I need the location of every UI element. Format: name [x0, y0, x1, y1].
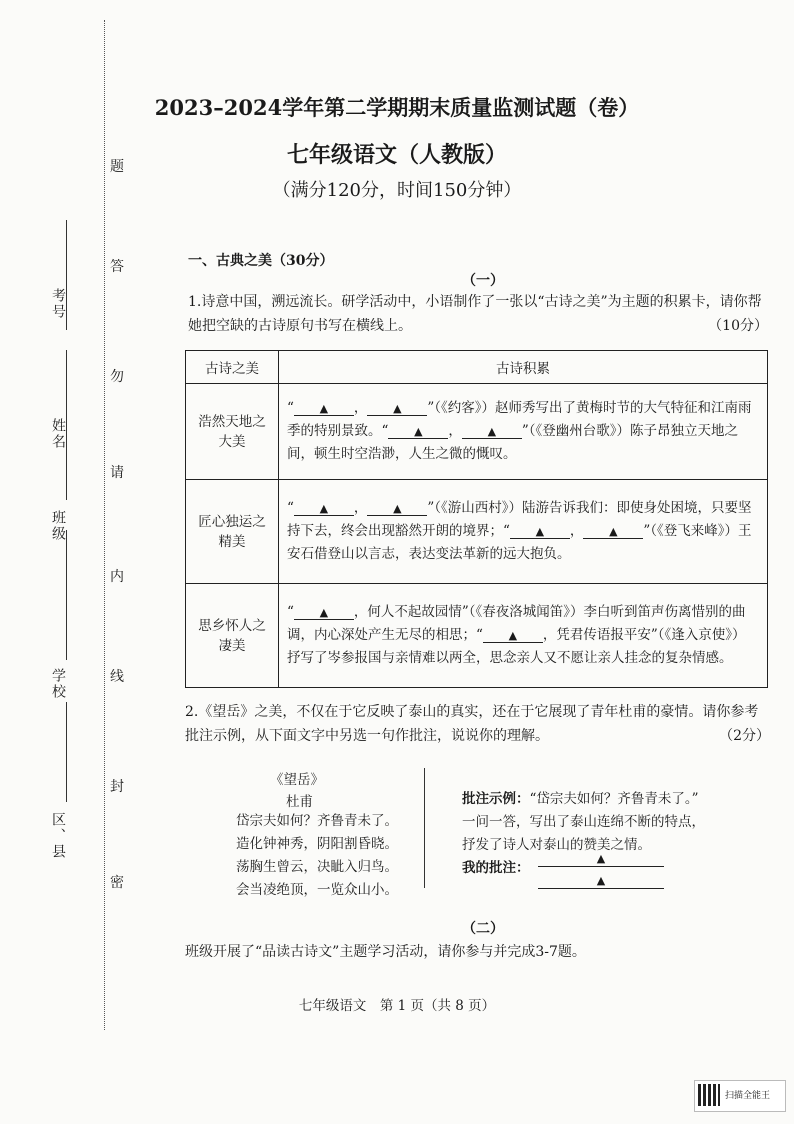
seal-char: 内	[110, 569, 124, 585]
seal-char: 题	[110, 159, 124, 175]
poem-title: 《望岳》	[270, 772, 324, 788]
poem-divider	[424, 768, 425, 888]
question-2-text: 2.《望岳》之美，不仅在于它反映了泰山的真实，还在于它展现了青年杜甫的豪情。请你参考批注示例，从下面文字中另选一句作批注，说说你的理解。	[185, 704, 759, 744]
poem-body	[236, 810, 398, 902]
text: ，	[353, 400, 368, 416]
part-label: （二）	[462, 921, 504, 937]
annotation-mine-label: 我的批注：	[462, 860, 530, 876]
row-category: 浩然天地之大美	[186, 384, 279, 480]
text: ，	[353, 500, 368, 516]
text: ，凭君传语报平安”（《逢入京使》）抒写了岑参报国与亲情难以两全，思念亲人又不愿让亲人挂念的复杂情感。	[287, 627, 746, 666]
annotation-example-label: 批注示例：	[462, 791, 530, 807]
text: ”（《约客》）赵师秀写出了黄梅时节的大气特征和江南雨季的特别景致。“	[287, 400, 752, 439]
text: ，何人不起故园情”（《春夜洛城闻笛》）李白听到笛声伤离惜别的曲调，内心深处产生无尽的相思；“	[287, 604, 746, 643]
exam-title: 2023–2024学年第二学期期末质量监测试题（卷）	[154, 95, 640, 120]
part-2-intro: 班级开展了“品读古诗文”主题学习活动，请你参与并完成3-7题。	[185, 944, 586, 960]
row-category: 思乡怀人之凄美	[186, 584, 279, 688]
answer-blank[interactable]: ▲	[462, 426, 522, 439]
answer-blank[interactable]: ▲	[294, 403, 354, 416]
question-2	[185, 700, 770, 748]
table-row	[186, 584, 768, 688]
qr-code-icon	[698, 1084, 720, 1106]
annotation-example-text: 一问一答，写出了泰山连绵不断的特点，	[462, 814, 705, 830]
table-header-row	[186, 351, 768, 384]
poem-author: 杜甫	[286, 794, 313, 810]
answer-blank[interactable]: ▲	[367, 403, 427, 416]
seal-char: 密	[110, 875, 124, 891]
binding-field-class: 班级	[50, 510, 66, 542]
question-2-score: （2分）	[719, 728, 770, 744]
answer-blank[interactable]: ▲	[294, 503, 354, 516]
answer-blank[interactable]: ▲	[510, 526, 570, 539]
poem-line: 荡胸生曾云，决眦入归鸟。	[236, 859, 398, 875]
seal-char: 封	[110, 779, 124, 795]
poem-line: 造化钟神秀，阴阳割昏晓。	[236, 836, 398, 852]
score-time: （满分120分，时间150分钟）	[272, 180, 522, 201]
table-row	[186, 480, 768, 584]
text: ，	[448, 423, 462, 439]
part-label: （一）	[462, 273, 504, 289]
row-category: 匠心独运之精美	[186, 480, 279, 584]
poetry-table	[185, 350, 768, 688]
binding-underline	[66, 530, 67, 660]
question-1-score: （10分）	[708, 318, 768, 334]
answer-blank[interactable]: ▲	[388, 426, 448, 439]
text: “	[287, 500, 294, 516]
binding-field-number: 考号	[50, 288, 66, 320]
seal-char: 线	[110, 669, 124, 685]
binding-dotted-line	[104, 20, 105, 1030]
row-content	[279, 480, 768, 584]
text: ”（《登飞来峰》）王安石借登山以言志，表达变法革新的远大抱负。	[287, 523, 752, 562]
question-1	[188, 290, 768, 338]
seal-char: 答	[110, 259, 124, 275]
row-content	[279, 584, 768, 688]
watermark-text: 扫描全能王	[725, 1090, 771, 1100]
answer-blank[interactable]: ▲	[367, 503, 427, 516]
scanner-watermark	[694, 1080, 786, 1112]
annotation-example-quote: “岱宗夫如何？齐鲁青未了。”	[529, 791, 699, 807]
binding-field-name: 姓名	[50, 418, 66, 450]
binding-field-district: 区、县	[50, 812, 66, 860]
answer-blank[interactable]: ▲	[583, 526, 643, 539]
binding-field-school: 学校	[50, 668, 66, 700]
annotation-answer-line[interactable]: ▲	[538, 874, 664, 889]
table-header-content: 古诗积累	[279, 351, 768, 384]
page-footer: 七年级语文 第 1 页（共 8 页）	[298, 998, 496, 1014]
text: “	[287, 400, 294, 416]
row-content	[279, 384, 768, 480]
question-1-text: 1.诗意中国，溯远流长。研学活动中，小语制作了一张以“古诗之美”为主题的积累卡，请你帮她把空缺的古诗原句书写在横线上。	[188, 294, 762, 334]
text: ”（《游山西村》）陆游告诉我们：即使身处困境，只要坚持下去，终会出现豁然开朗的境界；“	[287, 500, 752, 539]
binding-underline	[66, 702, 67, 802]
text: ”（《登幽州台歌》）陈子昂独立天地之间，顿生时空浩渺，人生之微的慨叹。	[287, 423, 739, 462]
section-heading: 一、古典之美（30分）	[188, 253, 334, 269]
seal-char: 勿	[110, 369, 124, 385]
text: “	[287, 604, 294, 620]
poem-line: 会当凌绝顶，一览众山小。	[236, 882, 398, 898]
annotation-example	[462, 788, 772, 857]
seal-char: 请	[110, 465, 124, 481]
exam-subtitle: 七年级语文（人教版）	[286, 142, 507, 168]
poem-line: 岱宗夫如何？齐鲁青未了。	[236, 813, 398, 829]
text: ，	[569, 523, 584, 539]
table-row	[186, 384, 768, 480]
answer-blank[interactable]: ▲	[483, 630, 543, 643]
annotation-answer-line[interactable]: ▲	[538, 852, 664, 867]
answer-blank[interactable]: ▲	[294, 607, 354, 620]
table-header-category: 古诗之美	[186, 351, 279, 384]
annotation-example-text: 抒发了诗人对泰山的赞美之情。	[462, 837, 651, 853]
